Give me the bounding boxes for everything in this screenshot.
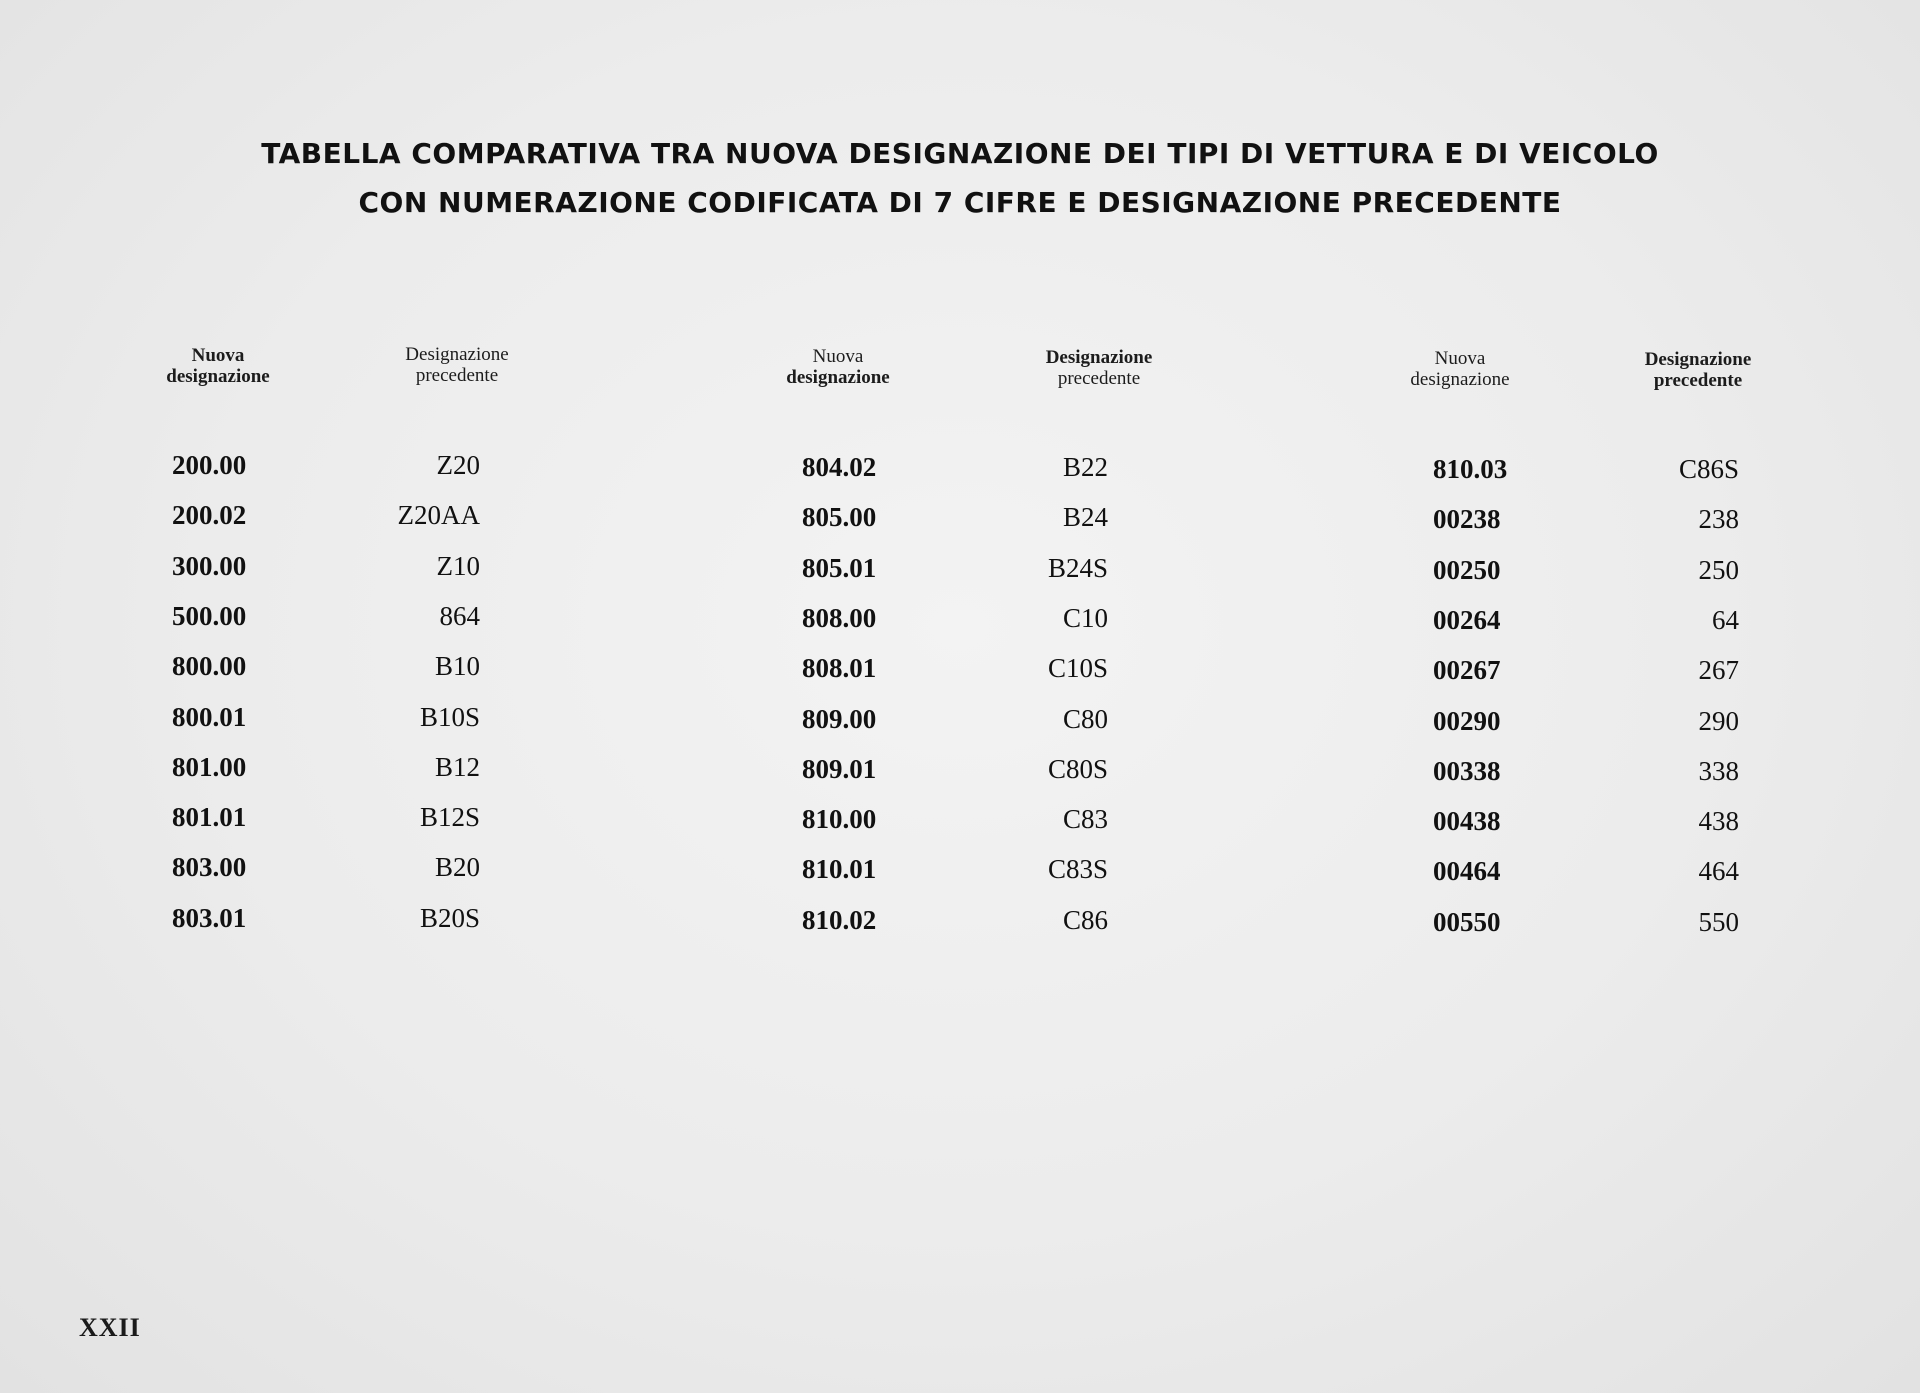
- header-old-designation-2: [999, 347, 1199, 389]
- previous-designation-cell: 438: [1698, 806, 1739, 837]
- header-new-line1: Nuova: [191, 345, 245, 366]
- new-designation-cell: 00264: [1433, 604, 1501, 635]
- new-designation-cell: 200.02: [172, 500, 247, 531]
- new-designation-cell: 00267: [1433, 655, 1501, 686]
- new-designation-cell: 00338: [1433, 755, 1501, 786]
- previous-designation-cell: C83S: [1047, 854, 1108, 885]
- new-designation-cell: 00238: [1433, 504, 1501, 535]
- previous-designation-cell: C10: [1062, 602, 1108, 633]
- header-old-line2: precedente: [415, 365, 499, 386]
- previous-designation-cell: B12S: [419, 802, 480, 833]
- table-title-line-1: TABELLA COMPARATIVA TRA NUOVA DESIGNAZIONE DEI TIPI DI VETTURA E DI VEICOLO: [261, 137, 1659, 170]
- new-designation-cell: 00550: [1433, 906, 1501, 937]
- previous-designation-cell: 338: [1698, 755, 1739, 786]
- previous-designation-cell: 238: [1698, 504, 1739, 535]
- new-designation-cell: 808.00: [802, 602, 877, 633]
- previous-designation-cell: C83: [1062, 804, 1108, 835]
- header-new-line2: designazione: [786, 367, 890, 388]
- previous-designation-cell: Z20: [436, 450, 480, 480]
- new-designation-cell: 804.02: [802, 452, 877, 482]
- previous-designation-cell: C80: [1062, 703, 1108, 734]
- new-designation-cell: 801.00: [172, 751, 247, 782]
- new-designation-cell: 00290: [1433, 705, 1501, 736]
- new-designation-cell: 800.01: [172, 701, 247, 732]
- header-new-line1: Nuova: [1434, 348, 1486, 369]
- header-new-designation-1: [118, 345, 318, 387]
- previous-designation-cell: B12: [434, 751, 480, 782]
- header-old-designation-1: [357, 344, 557, 386]
- previous-designation-cell: 290: [1698, 705, 1739, 736]
- new-designation-cell: 00250: [1433, 554, 1501, 585]
- new-designation-cell: 00464: [1433, 856, 1501, 887]
- previous-designation-cell: 267: [1698, 655, 1739, 686]
- header-old-line1: Designazione: [1644, 349, 1752, 370]
- previous-designation-cell: Z20AA: [397, 500, 480, 531]
- header-old-line2: precedente: [1057, 368, 1141, 389]
- header-new-line2: designazione: [1410, 369, 1510, 390]
- previous-designation-cell: 250: [1698, 554, 1739, 585]
- previous-designation-cell: C86: [1062, 904, 1108, 935]
- previous-designation-cell: B22: [1062, 452, 1108, 482]
- header-new-line2: designazione: [166, 366, 270, 387]
- header-new-designation-3: [1360, 348, 1560, 390]
- new-designation-cell: 810.02: [802, 904, 877, 935]
- previous-designation-cell: 464: [1698, 856, 1739, 887]
- header-new-designation-2: [738, 346, 938, 388]
- previous-designation-cell: B20: [434, 852, 480, 883]
- new-designation-cell: 810.01: [802, 854, 877, 885]
- header-old-line2: precedente: [1653, 370, 1743, 391]
- new-designation-cell: 300.00: [172, 550, 247, 581]
- new-designation-cell: 809.00: [802, 703, 877, 734]
- previous-designation-cell: C86S: [1678, 454, 1739, 484]
- new-designation-cell: 808.01: [802, 653, 877, 684]
- new-designation-cell: 805.00: [802, 502, 877, 533]
- new-designation-cell: 500.00: [172, 600, 247, 631]
- previous-designation-cell: B24S: [1047, 552, 1108, 583]
- previous-designation-cell: C80S: [1047, 753, 1108, 784]
- new-designation-cell: 00438: [1433, 806, 1501, 837]
- new-designation-cell: 200.00: [172, 450, 247, 480]
- new-designation-cell: 810.03: [1433, 454, 1508, 484]
- previous-designation-cell: B10S: [419, 701, 480, 732]
- new-designation-cell: 800.00: [172, 651, 247, 682]
- previous-designation-cell: 64: [1712, 604, 1739, 635]
- previous-designation-cell: B20S: [419, 902, 480, 933]
- new-designation-cell: 801.01: [172, 802, 247, 833]
- previous-designation-cell: B24: [1062, 502, 1108, 533]
- new-designation-cell: 805.01: [802, 552, 877, 583]
- header-old-designation-3: [1598, 349, 1798, 391]
- page-number: XXII: [79, 1313, 141, 1342]
- previous-designation-cell: B10: [434, 651, 480, 682]
- table-title-line-2: CON NUMERAZIONE CODIFICATA DI 7 CIFRE E DESIGNAZIONE PRECEDENTE: [358, 186, 1562, 219]
- new-designation-cell: 803.01: [172, 902, 247, 933]
- header-old-line1: Designazione: [405, 344, 509, 365]
- new-designation-cell: 809.01: [802, 753, 877, 784]
- new-designation-cell: 810.00: [802, 804, 877, 835]
- previous-designation-cell: 864: [439, 600, 480, 631]
- previous-designation-cell: C10S: [1047, 653, 1108, 684]
- header-new-line1: Nuova: [812, 346, 864, 367]
- header-old-line1: Designazione: [1045, 347, 1153, 368]
- previous-designation-cell: Z10: [436, 550, 480, 581]
- previous-designation-cell: 550: [1698, 906, 1739, 937]
- new-designation-cell: 803.00: [172, 852, 247, 883]
